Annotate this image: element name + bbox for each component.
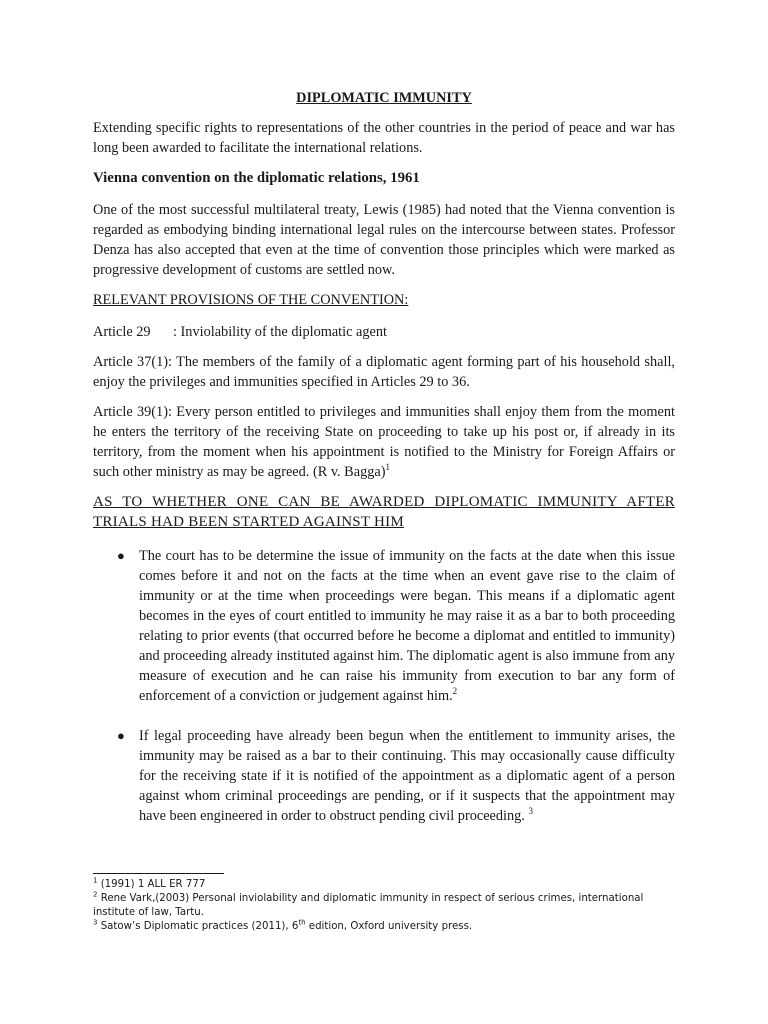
list-item: [117, 546, 675, 706]
bullet-list: [93, 546, 675, 826]
intro-paragraph: Extending specific rights to representations of the other countries in the period of peace and war has long been awarded to facilitate the international relations.: [93, 120, 675, 156]
article-39-text: Article 39(1): Every person entitled to privileges and immunities shall enjoy them from the moment he enters the territory of the receiving State on proceeding to take up his post or, if already in its territory, from the moment when his appointment is notified to the Ministry for Foreign Affairs or such other ministry as may be agreed. (R v. Bagga): [93, 404, 675, 480]
footnotes: [93, 878, 675, 934]
bullet-icon: ●: [117, 548, 125, 563]
article-29-label: Article 29: [93, 324, 151, 340]
list-item-text: The court has to be determine the issue of immunity on the facts at the date when this issue comes before it and not on the facts at the time when an event gave rise to the claim of immunity or at the time when proceedings were began. This means if a diplomatic agent becomes in the eyes of court entitled to immunity he may raise it as a bar to both proceeding relating to prior events (that occurred before he become a diplomat and entitled to immunity) and proceeding already instituted against him. The diplomatic agent is also immune from any measure of execution and he can raise his immunity from execution to bar any form of enforcement of a conviction or judgement against him.: [139, 548, 675, 704]
question-heading: AS TO WHETHER ONE CAN BE AWARDED DIPLOMATIC IMMUNITY AFTER TRIALS HAD BEEN STARTED AGAINST HIM: [93, 494, 675, 530]
list-item-text: If legal proceeding have already been begun when the entitlement to immunity arises, the immunity may be raised as a bar to their continuing. This may occasionally cause difficulty for the receiving state if it is notified of the appointment as a diplomatic agent of a person against whom criminal proceedings are pending, or if it suspects that the appointment may have been engineered in order to obstruct pending civil proceeding.: [139, 728, 675, 824]
footnote-2: $^2$ Rene Vark,(2003) Personal inviolability and diplomatic immunity in respect of serious crimes, international institute of law, Tartu.: [93, 890, 644, 918]
vienna-heading: Vienna convention on the diplomatic relations, 1961: [93, 170, 420, 186]
article-29: [93, 322, 675, 342]
list-item: [117, 726, 675, 826]
page-title: DIPLOMATIC IMMUNITY: [296, 90, 472, 106]
article-37: Article 37(1): The members of the family of a diplomatic agent forming part of his household shall, enjoy the privileges and immunities specified in Articles 29 to 36.: [93, 354, 675, 390]
bullet-icon: ●: [117, 728, 125, 743]
article-29-text: : Inviolability of the diplomatic agent: [173, 324, 388, 340]
document-body: [93, 88, 675, 846]
footnote-ref-3: 3: [528, 806, 533, 817]
footnote-ref-2: 2: [452, 686, 458, 697]
vienna-paragraph: One of the most successful multilateral treaty, Lewis (1985) had noted that the Vienna convention is regarded as embodying binding international legal rules on the intercourse between states. Professor Denza has also accepted that even at the time of convention those principles which were marked as progressive development of customs are settled now.: [93, 202, 675, 278]
footnote-divider: [93, 873, 224, 874]
footnote-1: $^1$ (1991) 1 ALL ER 777: [93, 876, 206, 890]
footnote-ref-1: 1: [385, 462, 390, 473]
article-39: [93, 402, 675, 482]
provisions-heading: RELEVANT PROVISIONS OF THE CONVENTION:: [93, 292, 409, 308]
footnote-3: $^3$ Satow’s Diplomatic practices (2011), 6th edition, Oxford university press.: [93, 918, 473, 932]
